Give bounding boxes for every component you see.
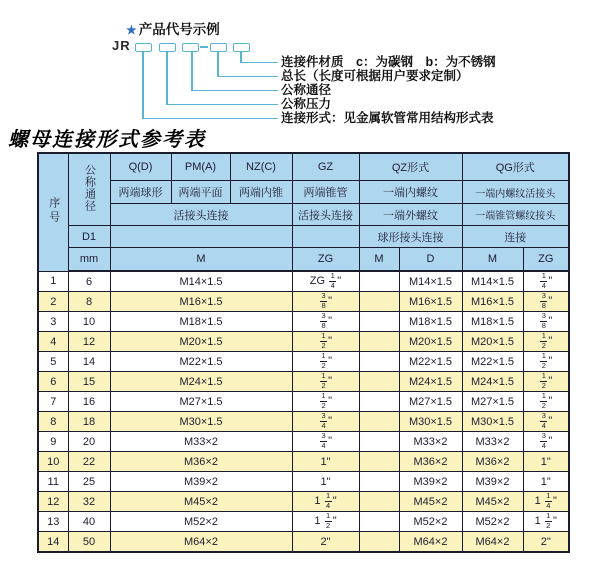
cell-m: M36×2	[110, 452, 292, 472]
table-row	[38, 432, 569, 452]
cell-qz_d: M64×2	[399, 532, 462, 553]
cell-qz_m	[359, 292, 399, 312]
cell-qz_d: M27×1.5	[399, 392, 462, 412]
cell-qz_m	[359, 332, 399, 352]
cell-qz_d: M18×1.5	[399, 312, 462, 332]
table-row	[38, 512, 569, 532]
connector-line	[240, 62, 278, 64]
cell-qg_zg: $\frac{3}{4}$ "	[523, 432, 569, 452]
cell-qg_zg: 2"	[523, 532, 569, 553]
header-seq: 序号	[38, 153, 68, 271]
header-end-qd: 两端球形	[110, 181, 171, 204]
cell-qz_m	[359, 392, 399, 412]
table-row	[38, 292, 569, 312]
cell-qz_d: M30×1.5	[399, 412, 462, 432]
nut-connection-table	[37, 152, 570, 553]
header-end-gz: 两端锥管	[292, 181, 359, 204]
table-row	[38, 492, 569, 512]
header-unit-qg-zg: ZG	[523, 248, 569, 272]
header-conn-qg: 一端锥管螺纹接头	[462, 204, 569, 226]
cell-qz_m	[359, 312, 399, 332]
cell-gz: $\frac{3}{4}$ "	[292, 432, 359, 452]
cell-qg_zg: $\frac{1}{2}$ "	[523, 352, 569, 372]
cell-no: 5	[38, 352, 68, 372]
cell-qg_zg: 1"	[523, 452, 569, 472]
cell-no: 14	[38, 532, 68, 553]
cell-no: 9	[38, 432, 68, 452]
header-conn-qz: 一端外螺纹	[359, 204, 462, 226]
cell-qg_zg: $\frac{1}{4}$ "	[523, 271, 569, 292]
connector-line	[142, 51, 144, 119]
cell-qz_m	[359, 532, 399, 553]
cell-no: 12	[38, 492, 68, 512]
header-conn-union: 活接头连接	[110, 204, 292, 226]
header-d1: D1	[68, 226, 110, 248]
cell-dn: 32	[68, 492, 110, 512]
label-nominal-pressure: 公称压力	[281, 97, 332, 111]
header-blank	[110, 226, 292, 248]
cell-qz_d: M20×1.5	[399, 332, 462, 352]
cell-gz: ZG $\frac{1}{4}$ "	[292, 271, 359, 292]
cell-qg_m: M18×1.5	[462, 312, 523, 332]
label-total-length: 总长（长度可根据用户要求定制）	[281, 69, 469, 83]
cell-qz_d: M14×1.5	[399, 271, 462, 292]
cell-gz: $\frac{1}{2}$ "	[292, 352, 359, 372]
table-row	[38, 372, 569, 392]
cell-qg_m: M33×2	[462, 432, 523, 452]
cell-qg_zg: $\frac{1}{2}$ "	[523, 372, 569, 392]
cell-qg_m: M39×2	[462, 472, 523, 492]
cell-qg_zg: $\frac{1}{2}$ "	[523, 392, 569, 412]
cell-m: M39×2	[110, 472, 292, 492]
cell-no: 8	[38, 412, 68, 432]
cell-qz_d: M24×1.5	[399, 372, 462, 392]
connector-line	[166, 51, 168, 105]
cell-qz_m	[359, 432, 399, 452]
label-nominal-diameter: 公称通径	[281, 83, 332, 97]
cell-no: 10	[38, 452, 68, 472]
cell-gz: 1"	[292, 472, 359, 492]
cell-qg_m: M64×2	[462, 532, 523, 553]
cell-gz: $\frac{1}{2}$ "	[292, 392, 359, 412]
cell-qz_m	[359, 271, 399, 292]
cell-qg_m: M45×2	[462, 492, 523, 512]
cell-dn: 22	[68, 452, 110, 472]
cell-qg_zg: $\frac{3}{4}$ "	[523, 412, 569, 432]
cell-dn: 20	[68, 432, 110, 452]
cell-m: M18×1.5	[110, 312, 292, 332]
cell-gz: 2"	[292, 532, 359, 553]
cell-m: M64×2	[110, 532, 292, 553]
cell-qz_d: M16×1.5	[399, 292, 462, 312]
header-unit-m: M	[110, 248, 292, 272]
connector-line	[217, 51, 219, 77]
cell-dn: 14	[68, 352, 110, 372]
header-end-pma: 两端平面	[171, 181, 230, 204]
table-row	[38, 412, 569, 432]
cell-no: 11	[38, 472, 68, 492]
cell-qg_m: M16×1.5	[462, 292, 523, 312]
cell-qg_m: M52×2	[462, 512, 523, 532]
cell-gz: $\frac{1}{2}$ "	[292, 372, 359, 392]
cell-qz_m	[359, 452, 399, 472]
cell-dn: 18	[68, 412, 110, 432]
label-connection-form: 连接形式：见金属软管常用结构形式表	[281, 111, 494, 125]
cell-qg_m: M22×1.5	[462, 352, 523, 372]
cell-qg_m: M30×1.5	[462, 412, 523, 432]
cell-qz_m	[359, 512, 399, 532]
table-row	[38, 532, 569, 553]
code-dash	[200, 46, 208, 48]
page-title: 螺母连接形式参考表	[8, 127, 206, 151]
connector-line	[191, 90, 278, 92]
cell-m: M27×1.5	[110, 392, 292, 412]
cell-m: M24×1.5	[110, 372, 292, 392]
cell-qz_d: M39×2	[399, 472, 462, 492]
header-end-qg: 一端内螺纹活接头	[462, 181, 569, 204]
cell-qg_m: M20×1.5	[462, 332, 523, 352]
cell-no: 13	[38, 512, 68, 532]
table-row	[38, 271, 569, 292]
cell-qz_d: M22×1.5	[399, 352, 462, 372]
header-end-qz: 一端内螺纹	[359, 181, 462, 204]
cell-m: M33×2	[110, 432, 292, 452]
cell-qg_zg: 1 $\frac{1}{2}$ "	[523, 512, 569, 532]
cell-gz: $\frac{3}{4}$ "	[292, 412, 359, 432]
cell-qg_m: M36×2	[462, 452, 523, 472]
label-material: 连接件材质 c：为碳钢 b：为不锈钢	[281, 55, 496, 69]
cell-qz_d: M52×2	[399, 512, 462, 532]
cell-no: 7	[38, 392, 68, 412]
header-conn-gz: 活接头连接	[292, 204, 359, 226]
table-row	[38, 472, 569, 492]
cell-gz: $\frac{1}{2}$ "	[292, 332, 359, 352]
table-row	[38, 312, 569, 332]
cell-dn: 40	[68, 512, 110, 532]
cell-qz_m	[359, 372, 399, 392]
header-join-qg: 连接	[462, 226, 569, 248]
cell-qg_zg: $\frac{3}{8}$ "	[523, 292, 569, 312]
header-end-nzc: 两端内锥	[230, 181, 292, 204]
cell-qz_d: M45×2	[399, 492, 462, 512]
cell-no: 4	[38, 332, 68, 352]
table-row	[38, 452, 569, 472]
connector-line	[166, 104, 278, 106]
cell-no: 6	[38, 372, 68, 392]
header-unit-qg-m: M	[462, 248, 523, 272]
cell-qz_m	[359, 352, 399, 372]
cell-dn: 25	[68, 472, 110, 492]
header-form-qg: QG形式	[462, 153, 569, 181]
header-form-qz: QZ形式	[359, 153, 462, 181]
cell-m: M14×1.5	[110, 271, 292, 292]
cell-m: M30×1.5	[110, 412, 292, 432]
star-icon: ★	[126, 23, 137, 37]
cell-qz_m	[359, 492, 399, 512]
table-body	[38, 271, 569, 552]
cell-m: M20×1.5	[110, 332, 292, 352]
cell-dn: 8	[68, 292, 110, 312]
table-row	[38, 392, 569, 412]
header-form-nzc: NZ(C)	[230, 153, 292, 181]
header-unit-qz-d: D	[399, 248, 462, 272]
cell-dn: 6	[68, 271, 110, 292]
cell-qg_zg: $\frac{1}{2}$ "	[523, 332, 569, 352]
header-mm: mm	[68, 248, 110, 272]
cell-no: 3	[38, 312, 68, 332]
cell-m: M45×2	[110, 492, 292, 512]
cell-qg_zg: 1 $\frac{1}{4}$ "	[523, 492, 569, 512]
cell-gz: 1 $\frac{1}{4}$ "	[292, 492, 359, 512]
header-join-qz: 球形接头连接	[359, 226, 462, 248]
cell-m: M16×1.5	[110, 292, 292, 312]
cell-dn: 12	[68, 332, 110, 352]
cell-no: 2	[38, 292, 68, 312]
cell-qg_m: M27×1.5	[462, 392, 523, 412]
cell-qg_m: M24×1.5	[462, 372, 523, 392]
connector-line	[191, 51, 193, 91]
cell-qg_zg: $\frac{3}{8}$ "	[523, 312, 569, 332]
cell-m: M52×2	[110, 512, 292, 532]
header-dn: 公称通径	[68, 153, 110, 226]
cell-no: 1	[38, 271, 68, 292]
cell-dn: 10	[68, 312, 110, 332]
connector-line	[142, 118, 278, 120]
cell-qg_m: M14×1.5	[462, 271, 523, 292]
cell-gz: $\frac{3}{8}$ "	[292, 312, 359, 332]
cell-qz_m	[359, 472, 399, 492]
cell-m: M22×1.5	[110, 352, 292, 372]
header-form-pma: PM(A)	[171, 153, 230, 181]
cell-qz_d: M36×2	[399, 452, 462, 472]
header-unit-zg: ZG	[292, 248, 359, 272]
cell-qg_zg: 1"	[523, 472, 569, 492]
cell-qz_m	[359, 412, 399, 432]
cell-dn: 50	[68, 532, 110, 553]
diagram-heading	[126, 18, 220, 38]
connector-line	[217, 76, 278, 78]
header-blank	[292, 226, 359, 248]
header-form-qd: Q(D)	[110, 153, 171, 181]
cell-gz: 1 $\frac{1}{2}$ "	[292, 512, 359, 532]
table-row	[38, 352, 569, 372]
header-form-gz: GZ	[292, 153, 359, 181]
cell-qz_d: M33×2	[399, 432, 462, 452]
cell-dn: 16	[68, 392, 110, 412]
code-prefix: JR	[112, 38, 131, 53]
table-header	[38, 153, 569, 271]
cell-dn: 15	[68, 372, 110, 392]
table-row	[38, 332, 569, 352]
cell-gz: $\frac{3}{8}$ "	[292, 292, 359, 312]
diagram-heading-text: 产品代号示例	[138, 22, 220, 37]
header-unit-qz-m: M	[359, 248, 399, 272]
cell-gz: 1"	[292, 452, 359, 472]
